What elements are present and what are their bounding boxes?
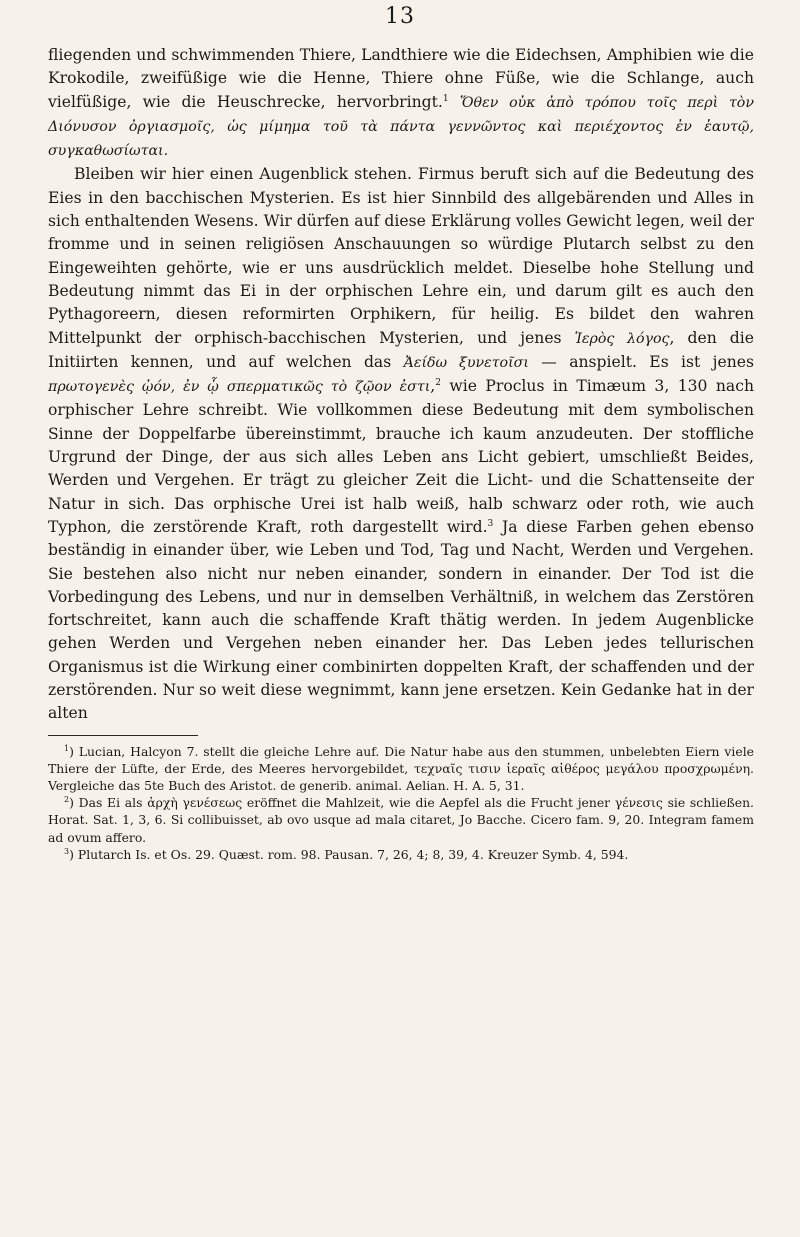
paragraph-2-text-e: Ja diese Farben gehen ebenso beständig in einander über, wie Leben und Tod, Tag und Nacht, Werden und Vergehen. Sie bestehen also nicht nur neben einander, sondern in einander. Der Tod ist die Vorbedingung des Lebens, und nur in demselben Verhältniß, in welchem das Zerstören fortschreitet, kann auch die schaffende Kraft thätig werden. In jedem Augenblicke gehen Werden und Vergehen neben einander her. Das Leben jedes tellurischen Organismus ist die Wirkung einer combinirten doppelten Kraft, der schaffenden und der zerstörenden. Nur so weit diese wegnimmt, kann jene ersetzen. Kein Gedanke hat in der alten (48, 517, 754, 723)
footnote-1-text: Lucian, Halcyon 7. stellt die gleiche Lehre auf. Die Natur habe aus den stummen, unbelebten Eiern viele Thiere der Lüfte, der Erde, des Meeres hervorgebildet, τεχναῖς τισιν ἱεραῖς αἰθέρος μεγάλου προσχρωμένη. Vergleiche das 5te Buch des Aristot. de generib. animal. Aelian. H. A. 5, 31. (48, 743, 754, 794)
footnote-3-marker: 3 (64, 846, 70, 856)
greek-protogenes-oon: πρωτογενὲς ᾠόν, ἐν ᾧ σπερματικῶς τὸ ζῷον ἐστι (48, 379, 431, 396)
paragraph-1 (48, 44, 754, 163)
paragraph-2-text-b: , den die Initiirten kennen, und auf welchen das (48, 328, 755, 371)
paragraph-2-text-c: — anspielt. Es ist jenes (541, 352, 754, 371)
greek-aeido: Ἀείδω ξυνετοῖσι (403, 354, 529, 371)
paragraph-2-text-d: wie Proclus in Timæum 3, 130 nach orphischer Lehre schreibt. Wie vollkommen diese Bedeutung mit dem symbolischen Sinne der Doppelfarbe übereinstimmt, brauche ich kaum anzudeuten. Der stoffliche Urgrund der Dinge, der aus sich alles Leben ans Licht gebiert, umschließt Beides, Werden und Vergehen. Er trägt zu gleicher Zeit die Licht- und die Schattenseite der Natur in sich. Das orphische Urei ist halb weiß, halb schwarz oder roth, wie auch Typhon, die zerstörende Kraft, roth dargestellt wird. (48, 377, 754, 536)
footnote-ref-2: 2 (435, 377, 441, 388)
paragraph-2 (48, 163, 754, 725)
footnote-3-text: Plutarch Is. et Os. 29. Quæst. rom. 98. Pausan. 7, 26, 4; 8, 39, 4. Kreuzer Symb. 4, 594. (77, 846, 629, 862)
paragraph-2-text-a: Bleiben wir hier einen Augenblick stehen. Firmus beruft sich auf die Bedeutung des Eies in den bacchischen Mysterien. Es ist hier Sinnbild des allgebärenden und Alles in sich enthaltenden Wesens. Wir dürfen auf diese Erklärung volles Gewicht legen, weil der fromme und in seinen religiösen Anschauungen so würdige Plutarch selbst zu den Eingeweihten gehörte, wie er uns ausdrücklich meldet. Dieselbe hohe Stellung und Bedeutung nimmt das Ei in der orphischen Lehre ein, und darum gilt es auch den Pythagoreern, diesen reformirten Orphikern, für heilig. Es bildet den wahren Mittelpunkt der orphisch-bacchischen Mysterien, und jenes (48, 165, 754, 347)
greek-quote-1: Ὅθεν οὐκ ἀπὸ τρόπου τοῖς περὶ τὸν Διόνυσον ὀργιασμοῖς, ὡς μίμημα τοῦ τὰ πάντα γεννῶντος καὶ περιέχοντος ἐν ἑαυτῷ, συγκαθωσίωται. (48, 94, 754, 160)
body-text (48, 44, 754, 726)
greek-hieros-logos: Ἱερὸς λόγος (574, 330, 670, 347)
footnote-3: $^3$) Plutarch Is. et Os. 29. Quæst. rom. 98. Pausan. 7, 26, 4; 8, 39, 4. Kreuzer Symb. 4, 594. (64, 846, 629, 862)
text-block (48, 44, 754, 863)
footnote-2: $^2$) Das Ei als ἀρχὴ γενέσεως eröffnet die Mahlzeit, wie die Aepfel als die Frucht jener γένεσις sie schließen. Horat. Sat. 1, 3, 6. Si collibuisset, ab ovo usque ad mala citaret, Jo Bacche. Cicero fam. 9, 20. Integram famem ad ovum affero. (48, 795, 754, 845)
paragraph-1-text: fliegenden und schwimmenden Thiere, Landthiere wie die Eidechsen, Amphibien wie die Krokodile, zweifüßige wie die Henne, Thiere ohne Füße, wie die Schlange, auch vielfüßige, wie die Heuschrecke, hervorbringt. (48, 46, 754, 111)
page-number: 13 (385, 4, 415, 29)
footnote-1-marker: 1 (64, 743, 70, 753)
footnote-2-text: Das Ei als ἀρχὴ γενέσεως eröffnet die Mahlzeit, wie die Aepfel als die Frucht jener γένεσις sie schließen. Horat. Sat. 1, 3, 6. Si collibuisset, ab ovo usque ad mala citaret, Jo Bacche. Cicero fam. 9, 20. Integram famem ad ovum affero. (48, 795, 754, 845)
footnotes (48, 743, 754, 863)
footnote-2-marker: 2 (64, 795, 70, 805)
footnote-divider (48, 735, 198, 736)
footnote-1: $^1$) Lucian, Halcyon 7. stellt die gleiche Lehre auf. Die Natur habe aus den stummen, unbelebten Eiern viele Thiere der Lüfte, der Erde, des Meeres hervorgebildet, τεχναῖς τισιν ἱεραῖς αἰθέρος μεγάλου προσχρωμένη. Vergleiche das 5te Buch des Aristot. de generib. animal. Aelian. H. A. 5, 31. (48, 743, 754, 794)
footnote-ref-1: 1 (442, 93, 449, 104)
footnote-ref-3: 3 (487, 518, 494, 529)
paragraph-2-comma: , (430, 377, 436, 396)
